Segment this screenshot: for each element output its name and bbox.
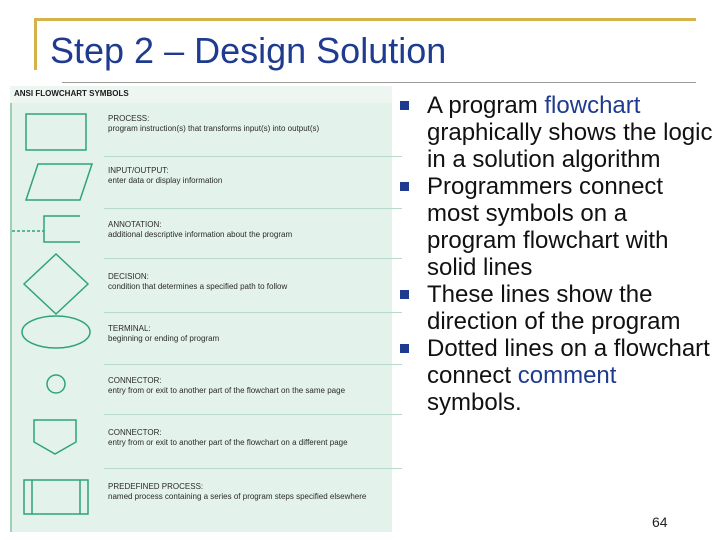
symbol-name: PREDEFINED PROCESS: [108,482,204,491]
symbol-divider [104,312,402,313]
frame-top-rule [34,18,696,21]
square-bullet-icon [400,290,409,299]
bullet-item [398,92,714,173]
terminal-symbol [22,316,90,348]
symbol-label-annotation [108,220,292,240]
symbol-desc: program instruction(s) that transforms input(s) into output(s) [108,124,320,133]
symbol-divider [104,468,402,469]
symbol-desc: entry from or exit to another part of the flowchart on the same page [108,386,346,395]
bullet-highlight: comment [517,362,617,389]
ansi-flowchart-symbols-figure [10,86,392,532]
annotation-symbol [12,216,80,242]
symbol-label-connector [108,376,345,396]
square-bullet-icon [400,101,409,110]
square-bullet-icon [400,344,409,353]
bullet-item [398,173,714,281]
symbol-label-decision [108,272,287,292]
symbol-divider [104,156,402,157]
bullet-highlight: flowchart [544,92,641,119]
symbol-label-predefined-process [108,482,366,502]
symbol-desc: additional descriptive information about the program [108,230,293,239]
symbol-divider [104,414,402,415]
symbol-desc: beginning or ending of program [108,334,220,343]
symbol-name: TERMINAL: [108,324,151,333]
symbol-name: CONNECTOR: [108,376,162,385]
symbol-divider [104,364,402,365]
symbol-desc: entry from or exit to another part of the flowchart on a different page [108,438,348,447]
symbol-name: CONNECTOR: [108,428,162,437]
bullet-text: Programmers connect most symbols on a program flowchart with solid lines [427,173,669,281]
symbol-shapes [10,86,392,532]
symbol-desc: condition that determines a specified path to follow [108,282,288,291]
process-symbol [26,114,86,150]
predefined-process-symbol [24,480,88,514]
bullet-text: Dotted lines on a flowchart connect [427,335,710,389]
symbol-name: ANNOTATION: [108,220,162,229]
symbol-desc: named process containing a series of program steps specified elsewhere [108,492,367,501]
bullet-list [398,92,714,416]
input-output-symbol [26,164,92,200]
symbol-divider [104,208,402,209]
symbol-label-input-output [108,166,222,186]
bullet-text: symbols. [427,389,522,416]
bullet-text: A program [427,92,545,119]
page-number: 64 [652,514,668,530]
slide-title: Step 2 – Design Solution [50,30,447,71]
symbol-name: PROCESS: [108,114,150,123]
offpage-connector-symbol [34,420,76,454]
symbol-desc: enter data or display information [108,176,223,185]
bullet-text: These lines show the direction of the program [427,281,681,335]
bullet-text: graphically shows the logic in a solution algorithm [427,119,713,173]
connector-symbol [47,375,65,393]
title-underline [62,82,696,83]
bullet-item [398,281,714,335]
figure-header: ANSI FLOWCHART SYMBOLS [14,89,129,98]
decision-symbol [24,254,88,314]
symbol-label-offpage-connector [108,428,348,448]
symbol-name: DECISION: [108,272,149,281]
bullet-item [398,335,714,416]
symbol-divider [104,258,402,259]
square-bullet-icon [400,182,409,191]
frame-left-rule [34,18,37,70]
symbol-label-terminal [108,324,219,344]
symbol-label-process [108,114,319,134]
symbol-name: INPUT/OUTPUT: [108,166,169,175]
